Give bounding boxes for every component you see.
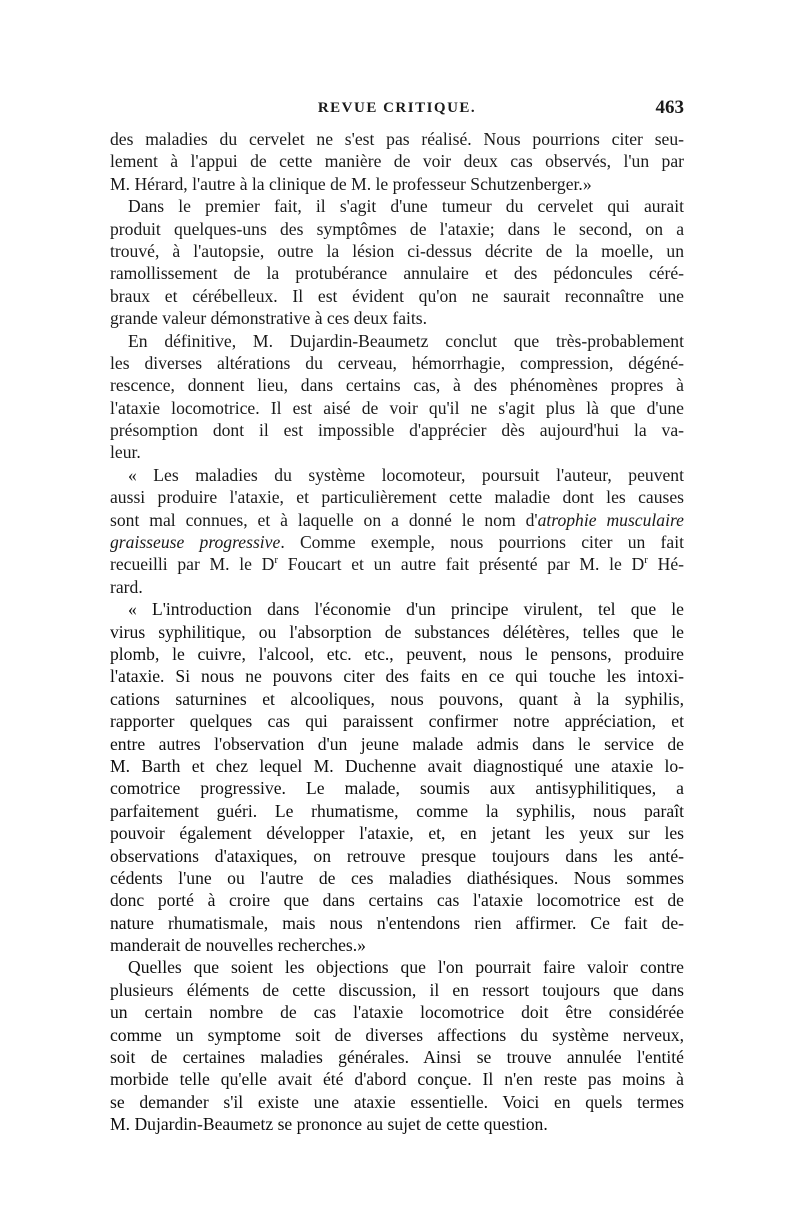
text-line: des maladies du cervelet ne s'est pas réalisé. Nous pourrions citer seu- bbox=[110, 129, 684, 149]
italic-term: atrophie musculaire bbox=[537, 509, 684, 530]
text-line: lement à l'appui de cette manière de voir deux cas observés, l'un par bbox=[110, 151, 684, 172]
text-line: parfaitement guéri. Le rhumatisme, comme la syphilis, nous paraît bbox=[110, 800, 684, 821]
text-line: présomption dont il est impossible d'apprécier dès aujourd'hui la va- bbox=[110, 420, 684, 441]
text-line: Dans le premier fait, il s'agit d'une tumeur du cervelet qui aurait bbox=[128, 196, 684, 217]
text-line: « Les maladies du système locomoteur, poursuit l'auteur, peuvent bbox=[128, 464, 684, 485]
text-line: M. Dujardin-Beaumetz se prononce au sujet de cette question. bbox=[110, 1114, 548, 1135]
text-line: entre autres l'observation d'un jeune malade admis dans le service de bbox=[110, 733, 684, 754]
paragraph bbox=[110, 128, 684, 195]
paragraph bbox=[110, 464, 684, 598]
text-line: plomb, le cuivre, l'alcool, etc. etc., peuvent, nous le pensons, produire bbox=[110, 643, 684, 664]
text-line: sont mal connues, et à laquelle on a donné le nom d'atrophie musculaire bbox=[110, 509, 684, 530]
text-line: manderait de nouvelles recherches.» bbox=[110, 935, 366, 956]
text-line: ramollissement de la protubérance annulaire et des pédoncules céré- bbox=[110, 263, 684, 284]
text-line: rapporter quelques cas qui paraissent confirmer notre appréciation, et bbox=[110, 711, 684, 732]
text-line: les diverses altérations du cerveau, hémorrhagie, compression, dégéné- bbox=[110, 352, 684, 373]
text-line: morbide telle qu'elle avait été d'abord conçue. Il n'en reste pas moins à bbox=[110, 1069, 684, 1090]
text-line: rescence, donnent lieu, dans certains cas, à des phénomènes propres à bbox=[110, 375, 684, 396]
text-line: braux et cérébelleux. Il est évident qu'on ne saurait reconnaître une bbox=[110, 285, 684, 306]
text-line: plusieurs éléments de cette discussion, il en ressort toujours que dans bbox=[110, 979, 684, 1000]
text-line: rard. bbox=[110, 576, 143, 597]
running-head bbox=[110, 96, 684, 120]
text-line: l'ataxie. Si nous ne pouvons citer des faits en ce qui touche les intoxi- bbox=[110, 666, 684, 687]
text-line: grande valeur démonstrative à ces deux faits. bbox=[110, 308, 428, 329]
text-line: Quelles que soient les objections que l'on pourrait faire valoir contre bbox=[128, 957, 684, 978]
paragraph bbox=[110, 598, 684, 956]
running-title: REVUE CRITIQUE. bbox=[317, 100, 477, 116]
text-line: graisseuse progressive. Comme exemple, nous pourrions citer un fait bbox=[110, 532, 684, 553]
text-line: leur. bbox=[110, 442, 141, 463]
text-line: soit de certaines maladies générales. Ainsi se trouve annulée l'entité bbox=[110, 1047, 684, 1068]
body-text bbox=[110, 128, 684, 1136]
text-line: cédents l'une ou l'autre de ces maladies diathésiques. Nous sommes bbox=[110, 867, 684, 888]
text-line: nature rhumatismale, mais nous n'entendons rien affirmer. Ce fait de- bbox=[110, 912, 684, 933]
text-line: trouvé, à l'autopsie, outre la lésion ci-dessus décrite de la moelle, un bbox=[110, 240, 684, 261]
text-line: virus syphilitique, ou l'absorption de substances délétères, telles que le bbox=[110, 621, 684, 642]
text-line: observations d'ataxiques, on retrouve presque toujours dans les anté- bbox=[110, 845, 684, 866]
text-line: donc porté à croire que dans certains cas l'ataxie locomotrice est de bbox=[110, 890, 684, 911]
text-line: recueilli par M. le $D^r$ Foucart et un autre fait présenté par M. le $D^r$ Hé- bbox=[110, 554, 684, 575]
text-line: pouvoir également développer l'ataxie, et, en jetant les yeux sur les bbox=[110, 823, 684, 844]
paragraph bbox=[110, 956, 684, 1135]
text-line: l'ataxie locomotrice. Il est aisé de voir qu'il ne s'agit plus là que d'une bbox=[110, 397, 684, 418]
paragraph bbox=[110, 195, 684, 329]
text-line: M. Barth et chez lequel M. Duchenne avait diagnostiqué une ataxie lo- bbox=[110, 755, 684, 776]
text-line: produit quelques-uns des symptômes de l'ataxie; dans le second, on a bbox=[110, 218, 684, 239]
paragraph bbox=[110, 330, 684, 464]
text-line: cations saturnines et alcooliques, nous pouvons, quant à la syphilis, bbox=[110, 688, 684, 709]
text-line: se demander s'il existe une ataxie essentielle. Voici en quels termes bbox=[110, 1091, 684, 1112]
text-line: aussi produire l'ataxie, et particulièrement cette maladie dont les causes bbox=[110, 487, 684, 508]
italic-term: graisseuse progressive bbox=[110, 532, 281, 553]
text-line: « L'introduction dans l'économie d'un principe virulent, tel que le bbox=[128, 599, 684, 620]
text-line: un certain nombre de cas l'ataxie locomotrice doit être considérée bbox=[110, 1002, 684, 1023]
page-number: 463 bbox=[655, 97, 684, 118]
text-line: comotrice progressive. Le malade, soumis aux antisyphilitiques, a bbox=[110, 778, 684, 799]
text-line: comme un symptome soit de diverses affections du système nerveux, bbox=[110, 1024, 684, 1045]
text-line: M. Hérard, l'autre à la clinique de M. le professeur Schutzenberger.» bbox=[110, 173, 592, 194]
text-line: En définitive, M. Dujardin-Beaumetz conclut que très-probablement bbox=[128, 330, 684, 351]
